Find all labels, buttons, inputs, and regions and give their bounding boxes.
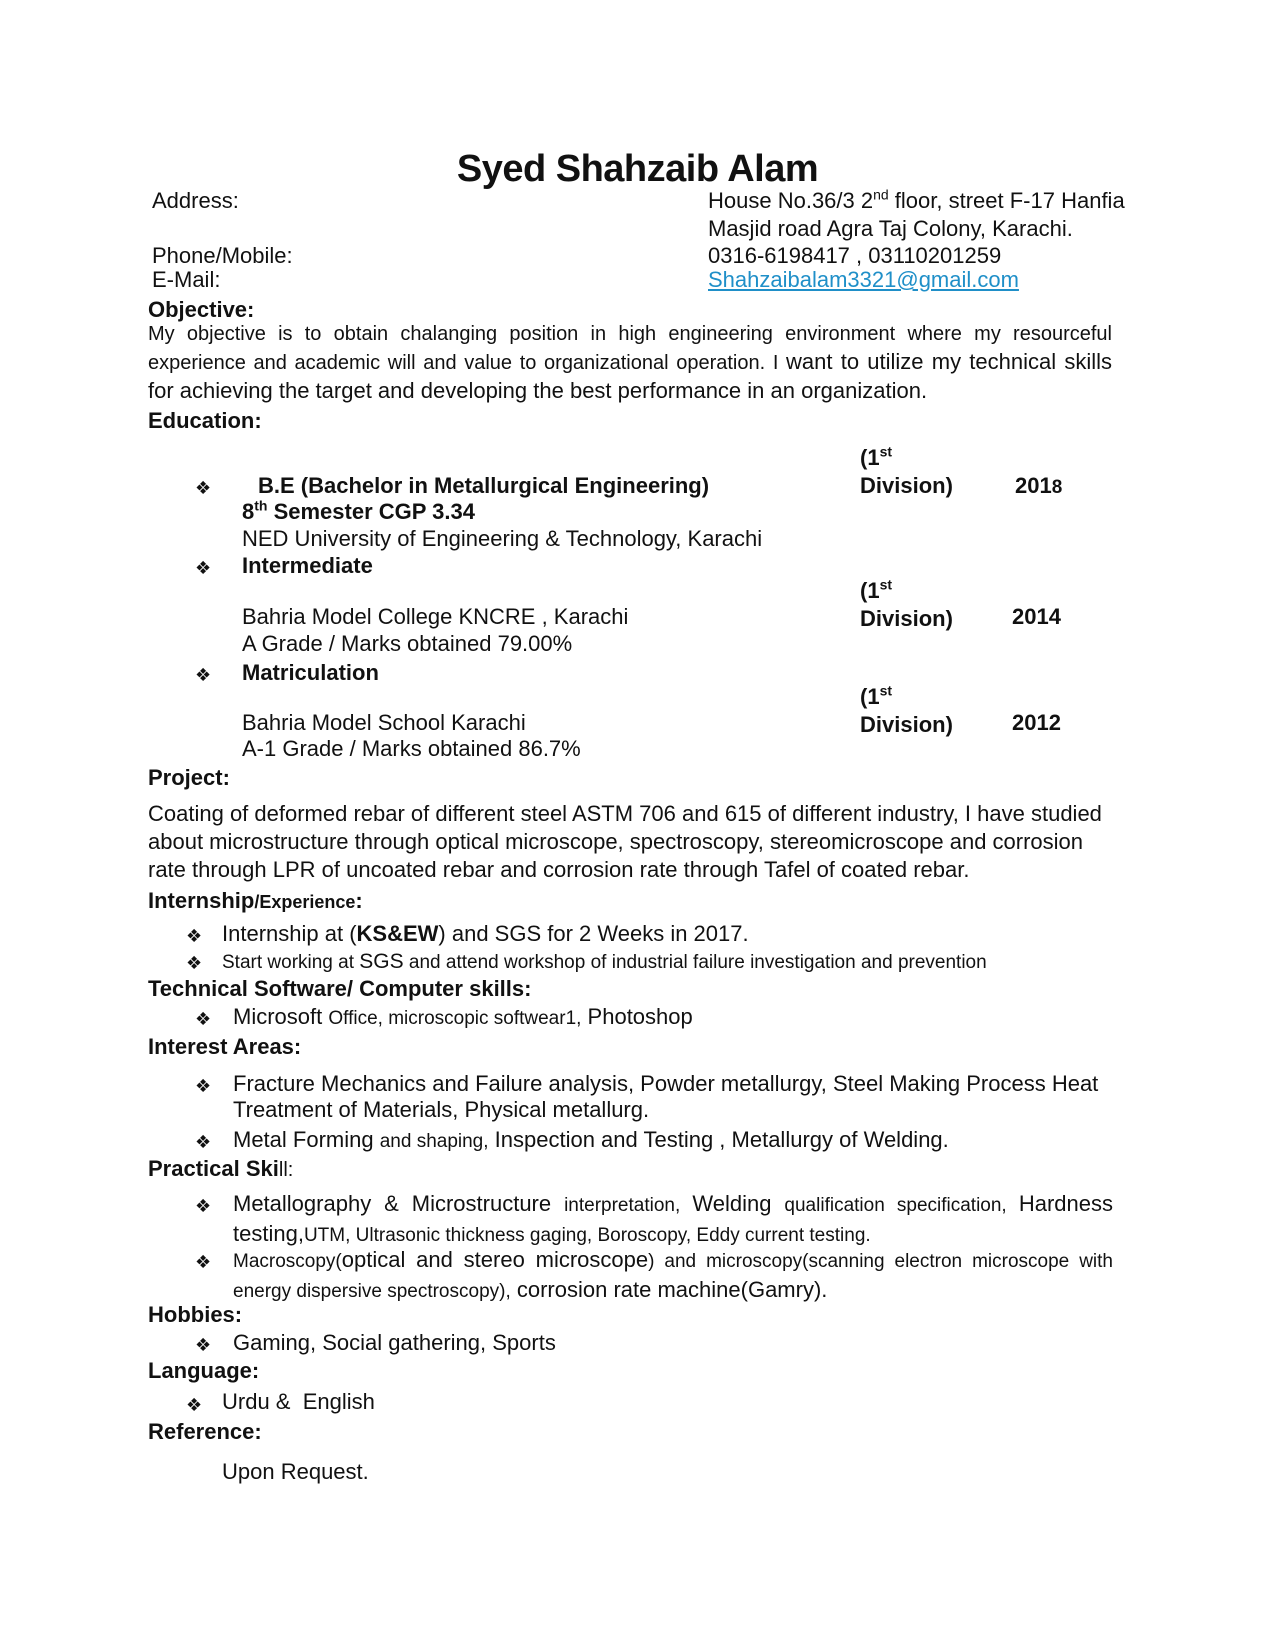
- edu-intermediate-institution: Bahria Model College KNCRE , Karachi: [242, 604, 629, 629]
- bullet-icon: ❖: [195, 1252, 212, 1272]
- edu-intermediate-year: 2014: [1012, 604, 1061, 629]
- reference-heading: Reference:: [148, 1419, 262, 1444]
- phone-value: 0316-6198417 , 03110201259: [708, 243, 1002, 268]
- practical-item-2: Macroscopy(optical and stereo microscope) and microscopy(scanning electron microscope with energy dispersive spectroscopy), corrosion rate machine(Gamry).: [233, 1247, 1113, 1302]
- edu-be-title: B.E (Bachelor in Metallurgical Engineering): [258, 473, 710, 498]
- edu-matric-title: Matriculation: [242, 660, 379, 685]
- edu-intermediate-title: Intermediate: [242, 553, 373, 578]
- address-label: Address:: [152, 188, 239, 213]
- education-heading: Education:: [148, 408, 262, 433]
- interest-item-2: Metal Forming and shaping, Inspection and Testing , Metallurgy of Welding.: [233, 1127, 949, 1152]
- edu-be-semester: 8th Semester CGP 3.34: [242, 497, 475, 524]
- objective-text: My objective is to obtain chalanging position in high engineering environment where my resourceful experience and academic will and value to organizational operation. I want to utilize my technical skills for achieving the target and developing the best performance in an organization.: [148, 323, 1112, 403]
- bullet-icon: ❖: [195, 1132, 212, 1152]
- edu-intermediate-grade: A Grade / Marks obtained 79.00%: [242, 631, 573, 656]
- internship-item-1: Internship at (KS&EW) and SGS for 2 Weeks in 2017.: [222, 921, 749, 946]
- edu-matric-year: 2012: [1012, 710, 1061, 735]
- objective-heading: Objective:: [148, 297, 255, 322]
- address-line-1: House No.36/3 2nd floor, street F-17 Hanfia: [708, 186, 1125, 213]
- software-heading: Technical Software/ Computer skills:: [148, 976, 532, 1001]
- bullet-icon: ❖: [195, 1009, 212, 1029]
- language-item: Urdu & English: [222, 1389, 375, 1414]
- project-text: Coating of deformed rebar of different steel ASTM 706 and 615 of different industry, I have studied about microstructure through optical microscope, spectroscopy, stereomicroscope and corrosion rate through LPR of uncoated rebar and corrosion rate through Tafel of coated rebar.: [148, 801, 1102, 882]
- practical-heading: Practical Skill:: [148, 1156, 294, 1181]
- edu-matric-grade: A-1 Grade / Marks obtained 86.7%: [242, 736, 581, 761]
- edu-be-institution: NED University of Engineering & Technology, Karachi: [242, 526, 763, 551]
- interest-item-1: Fracture Mechanics and Failure analysis, Powder metallurgy, Steel Making Process Heat Treatment of Materials, Physical metallurg.: [233, 1071, 1099, 1122]
- email-link[interactable]: Shahzaibalam3321@gmail.com: [708, 267, 1019, 292]
- project-heading: Project:: [148, 765, 230, 790]
- bullet-icon: ❖: [195, 558, 212, 578]
- hobbies-heading: Hobbies:: [148, 1302, 243, 1327]
- edu-intermediate-division: (1st Division): [860, 576, 953, 631]
- address-line-2: Masjid road Agra Taj Colony, Karachi.: [708, 216, 1073, 241]
- internship-item-2: Start working at SGS and attend workshop of industrial failure investigation and prevention: [222, 950, 987, 973]
- practical-item-1: Metallography & Microstructure interpretation, Welding qualification specification, Hardness testing,UTM, Ultrasonic thickness gaging, Boroscopy, Eddy current testing.: [233, 1191, 1113, 1246]
- bullet-icon: ❖: [195, 665, 212, 685]
- bullet-icon: ❖: [195, 1196, 212, 1216]
- bullet-icon: ❖: [195, 478, 212, 498]
- software-item: Microsoft Office, microscopic softwear1, Photoshop: [233, 1004, 693, 1029]
- language-heading: Language:: [148, 1358, 260, 1383]
- bullet-icon: ❖: [186, 1395, 203, 1415]
- candidate-name: Syed Shahzaib Alam: [456, 148, 819, 190]
- bullet-icon: ❖: [186, 926, 203, 946]
- edu-matric-division: (1st Division): [860, 682, 953, 737]
- hobbies-item: Gaming, Social gathering, Sports: [233, 1330, 556, 1355]
- phone-label: Phone/Mobile:: [152, 243, 293, 268]
- bullet-icon: ❖: [195, 1076, 212, 1096]
- bullet-icon: ❖: [195, 1335, 212, 1355]
- edu-be-division: (1st Division): [860, 443, 953, 498]
- bullet-icon: ❖: [186, 953, 203, 973]
- email-label: E-Mail:: [152, 267, 221, 292]
- internship-heading: Internship/Experience:: [148, 888, 363, 913]
- edu-be-year: 2018: [1015, 473, 1063, 498]
- reference-text: Upon Request.: [222, 1459, 369, 1484]
- interest-heading: Interest Areas:: [148, 1034, 302, 1059]
- edu-matric-institution: Bahria Model School Karachi: [242, 710, 526, 735]
